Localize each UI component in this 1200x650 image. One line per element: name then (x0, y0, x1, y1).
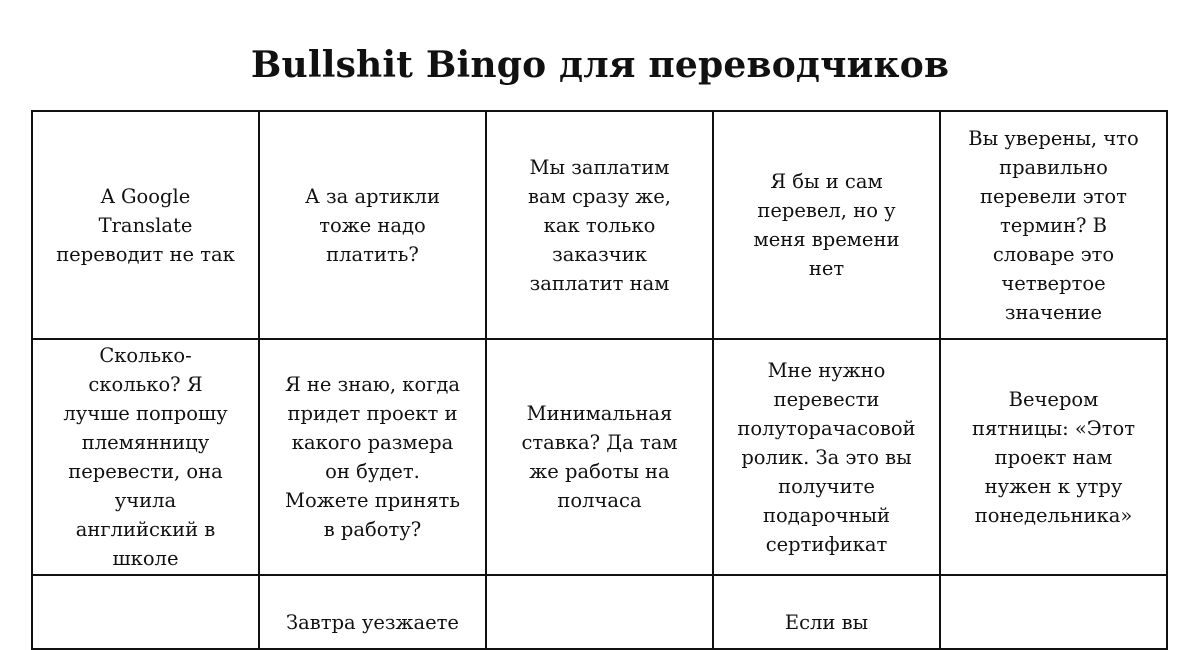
bingo-cell-text: Минимальная ставка? Да там же работы на полчаса (521, 402, 678, 512)
bingo-cell (487, 576, 714, 650)
bingo-cell (33, 340, 260, 576)
bingo-cell (714, 576, 941, 650)
bingo-cell (714, 112, 941, 340)
bingo-cell-text: Вы уверены, что правильно перевели этот термин? В словаре это четвертое значение (968, 126, 1139, 324)
bingo-cell (714, 340, 941, 576)
bingo-cell-text: Вечером пятницы: «Этот проект нам нужен к утру понедельника» (971, 387, 1136, 527)
bingo-cell-text: Мы заплатим вам сразу же, как только заказчик заплатит нам (528, 155, 671, 295)
bingo-cell (487, 340, 714, 576)
bingo-cell-text: A Google Translate переводит не так (56, 184, 235, 266)
bingo-cell (941, 112, 1168, 340)
bingo-cell (33, 112, 260, 340)
bingo-cell (33, 576, 260, 650)
bingo-cell-text: Я бы и сам перевел, но у меня времени нет (753, 170, 900, 280)
bingo-cell-text: Мне нужно перевести полуторачасовой ролик. За это вы получите подарочный сертификат (737, 358, 916, 556)
bingo-cell-text: А за артикли тоже надо платить? (305, 184, 440, 266)
page-title: Bullshit Bingo для переводчиков (250, 44, 950, 86)
bingo-cell (941, 340, 1168, 576)
bingo-cell-text: Я не знаю, когда придет проект и какого размера он будет. Можете принять в работу? (284, 373, 461, 541)
bingo-cell-text: Если вы (784, 611, 869, 634)
bingo-cell (260, 340, 487, 576)
bingo-cell-text: Сколько- сколько? Я лучше попрошу племянницу перевести, она учила английский в школе (63, 344, 228, 570)
bingo-cell (260, 576, 487, 650)
bingo-cell (260, 112, 487, 340)
bingo-cell (941, 576, 1168, 650)
bingo-cell-text: Завтра уезжаете (286, 611, 459, 634)
bingo-cell (487, 112, 714, 340)
bingo-board (31, 110, 1168, 650)
